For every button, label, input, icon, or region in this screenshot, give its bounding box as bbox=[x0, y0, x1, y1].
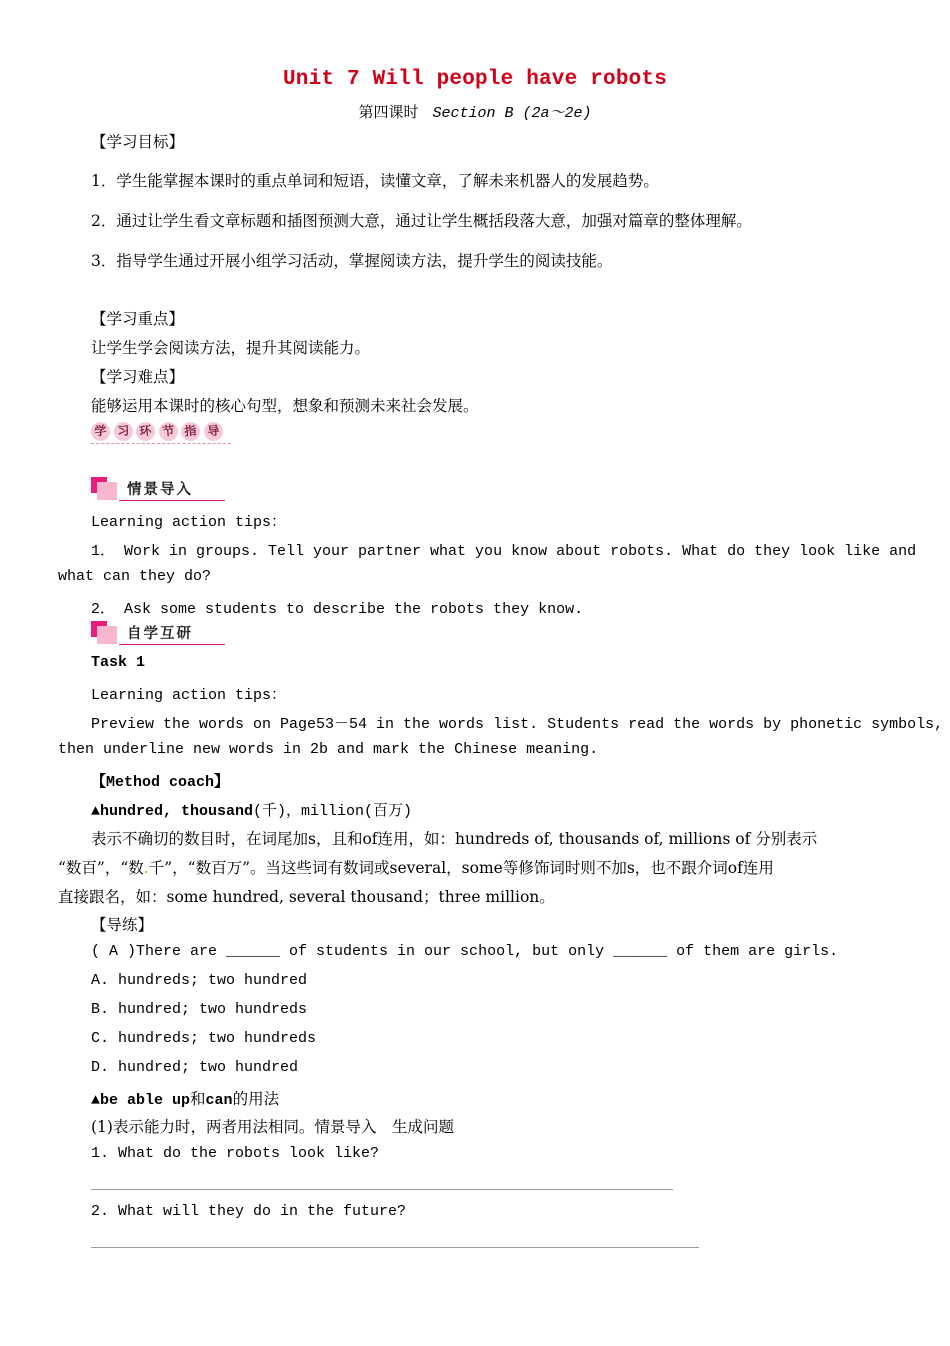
usage-note: (1)表示能力时，两者用法相同。情景导入 生成问题 bbox=[91, 1118, 454, 1136]
answer-option: C. hundreds; two hundreds bbox=[91, 1030, 317, 1047]
lesson-subtitle bbox=[0, 101, 950, 122]
question-1: 1. What do the robots look like? bbox=[91, 1145, 380, 1162]
grammar-point-2-can: can bbox=[205, 1092, 233, 1109]
guide-banner bbox=[91, 420, 233, 444]
section-label: 情景导入 bbox=[127, 482, 193, 498]
answer-option: A. hundreds; two hundred bbox=[91, 972, 308, 989]
method-coach-heading: 【Method coach】 bbox=[91, 774, 230, 791]
grammar-point-2-mid: 和 bbox=[190, 1091, 206, 1109]
banner-char: 环 bbox=[135, 421, 156, 442]
section-marker-icon bbox=[97, 626, 117, 644]
practice-heading: 【导练】 bbox=[91, 916, 154, 934]
section-label: 自学互研 bbox=[127, 626, 193, 642]
section-underline bbox=[119, 500, 225, 501]
key-points-heading: 【学习重点】 bbox=[91, 310, 185, 328]
preview-text: Preview the words on Page53－54 in the words list. Students read the words by phonetic symbols, bbox=[91, 716, 944, 733]
preview-text-cont: then underline new words in 2b and mark the Chinese meaning. bbox=[58, 741, 599, 758]
objective-item: 1．学生能掌握本课时的重点单词和短语，读懂文章，了解未来机器人的发展趋势。 bbox=[91, 172, 659, 190]
grammar-point-2-bold: ▲be able up bbox=[91, 1092, 191, 1109]
section-range: Section B (2a～2e) bbox=[432, 105, 592, 122]
dot-mark-icon: . bbox=[143, 859, 149, 877]
section-header-selfstudy bbox=[91, 619, 225, 647]
difficulties-heading: 【学习难点】 bbox=[91, 368, 185, 386]
tip-item-1: 1． Work in groups. Tell your partner what you know about robots. What do they look like and bbox=[91, 543, 917, 560]
banner-char: 导 bbox=[203, 421, 224, 442]
banner-char: 节 bbox=[158, 421, 179, 442]
objectives-heading: 【学习目标】 bbox=[91, 133, 185, 151]
banner-char: 学 bbox=[90, 421, 111, 442]
section-underline bbox=[119, 644, 225, 645]
grammar-point-1 bbox=[91, 799, 412, 820]
tip-item-1-cont: what can they do? bbox=[58, 568, 212, 585]
question-2: 2. What will they do in the future? bbox=[91, 1203, 407, 1220]
explanation-text-cont bbox=[58, 856, 774, 878]
answer-option: B. hundred; two hundreds bbox=[91, 1001, 308, 1018]
answer-option: D. hundred; two hundred bbox=[91, 1059, 299, 1076]
task-title: Task 1 bbox=[91, 654, 146, 671]
tip-item-2: 2． Ask some students to describe the robots they know. bbox=[91, 601, 584, 618]
banner-char: 指 bbox=[180, 421, 201, 442]
objective-item: 3．指导学生通过开展小组学习活动，掌握阅读方法，提升学生的阅读技能。 bbox=[91, 252, 613, 270]
answer-line bbox=[91, 1247, 699, 1248]
action-tips-label: Learning action tips： bbox=[91, 514, 287, 531]
section-marker-icon bbox=[97, 482, 117, 500]
objective-item: 2．通过让学生看文章标题和插图预测大意，通过让学生概括段落大意，加强对篇章的整体理解。 bbox=[91, 212, 752, 230]
practice-question: ( A )There are ______ of students in our school, but only ______ of them are girls. bbox=[91, 943, 839, 960]
explanation-part: 千”，“数百万”。当这些词有数词或several，some等修饰词时则不加s，也不跟介词of连用 bbox=[148, 859, 774, 877]
grammar-point-1-rest: (千)，million(百万) bbox=[253, 803, 413, 820]
explanation-part: “数百”，“数 bbox=[58, 859, 144, 877]
grammar-point-2 bbox=[91, 1087, 279, 1109]
lesson-number: 第四课时 bbox=[358, 103, 419, 121]
explanation-text-end: 直接跟名，如：some hundred, several thousand；three million。 bbox=[58, 888, 555, 906]
document-title: Unit 7 Will people have robots bbox=[282, 68, 668, 91]
banner-char: 习 bbox=[113, 421, 134, 442]
section-header-intro bbox=[91, 475, 225, 503]
answer-line bbox=[91, 1189, 673, 1190]
banner-underline bbox=[91, 443, 231, 444]
explanation-text: 表示不确切的数目时，在词尾加s，且和of连用，如：hundreds of, thousands of, millions of 分别表示 bbox=[91, 830, 818, 848]
grammar-point-1-bold: ▲hundred, thousand bbox=[91, 803, 254, 820]
difficulties-text: 能够运用本课时的核心句型，想象和预测未来社会发展。 bbox=[91, 397, 479, 415]
grammar-point-2-end: 的用法 bbox=[232, 1091, 280, 1109]
action-tips-label: Learning action tips： bbox=[91, 687, 287, 704]
key-points-text: 让学生学会阅读方法，提升其阅读能力。 bbox=[91, 339, 371, 357]
